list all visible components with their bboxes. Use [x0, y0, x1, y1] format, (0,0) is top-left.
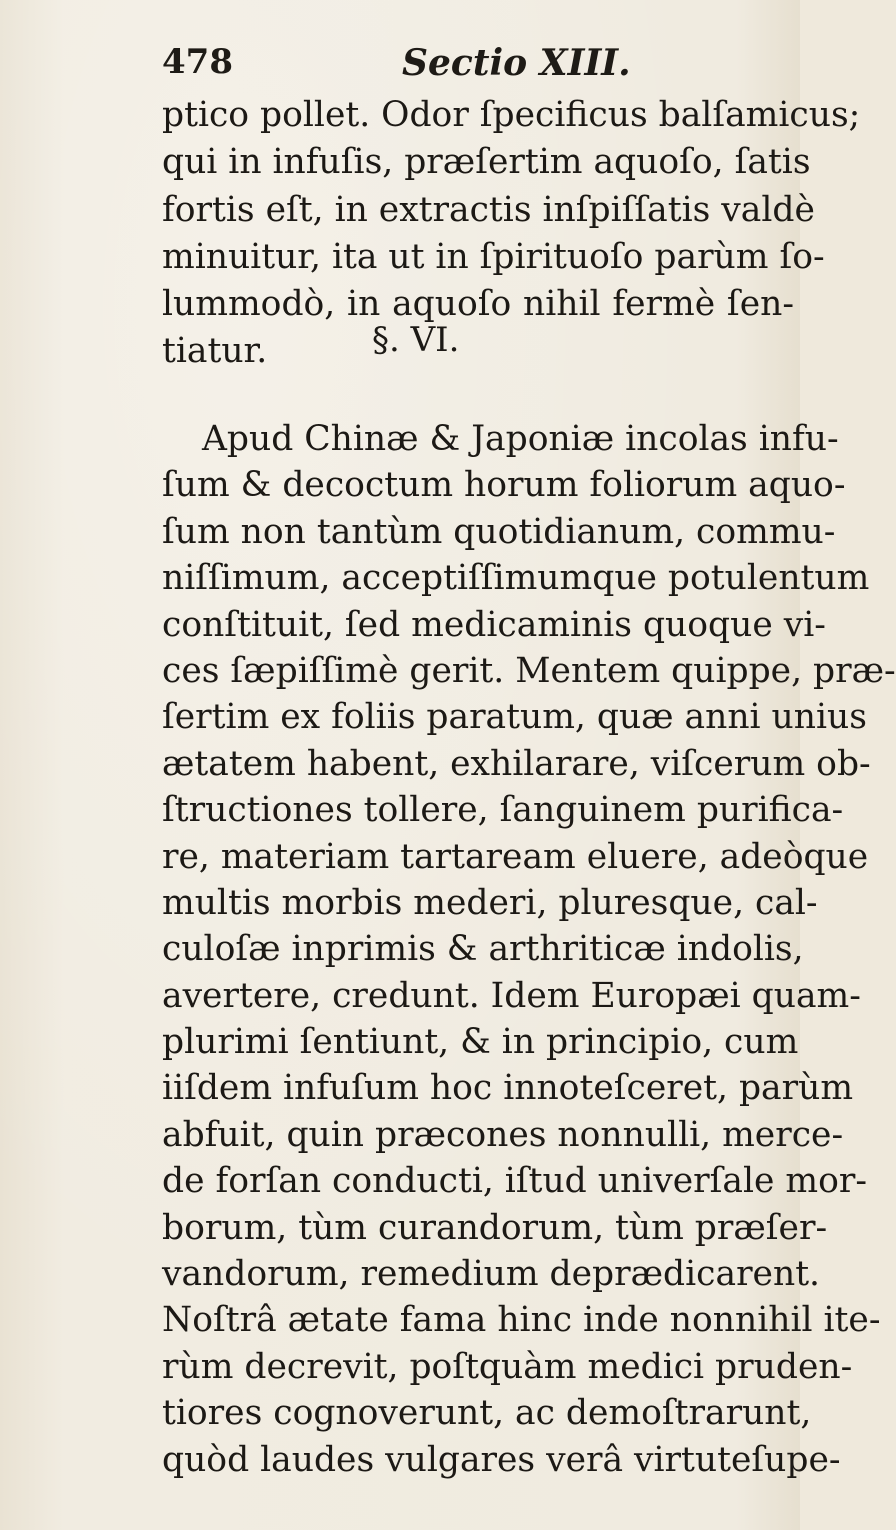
text-line: vandorum, remedium deprædicarent.	[162, 1254, 821, 1295]
text-line: Apud Chinæ & Japoniæ incolas infu-	[202, 419, 839, 459]
text-line: Noſtrâ ætate fama hinc inde nonnihil ite-	[162, 1300, 881, 1341]
text-line: conſtituit, ſed medicaminis quoque vi-	[162, 604, 826, 645]
text-line: lummodò, in aquoſo nihil fermè ſen-	[162, 284, 794, 325]
page-number: 478	[162, 42, 233, 82]
text-line: quòd laudes vulgares verâ virtuteſupe-	[162, 1439, 841, 1480]
text-line: multis morbis mederi, pluresque, cal-	[162, 882, 818, 923]
running-head	[162, 42, 762, 92]
text-line: iiſdem infuſum hoc innoteſceret, parùm	[162, 1068, 854, 1109]
text-line: qui in infuſis, præſertim aquoſo, ſatis	[162, 142, 811, 183]
text-line: plurimi ſentiunt, & in principio, cum	[162, 1022, 799, 1063]
text-line: borum, tùm curandorum, tùm præſer-	[162, 1207, 828, 1248]
text-line: ptico pollet. Odor ſpecificus balſamicus;	[162, 95, 861, 135]
text-line: niſſimum, acceptiſſimumque potulentum	[162, 558, 870, 599]
text-line: ſertim ex foliis paratum, quæ anni unius	[162, 697, 867, 738]
text-line: abfuit, quin præcones nonnulli, merce-	[162, 1114, 844, 1155]
text-line: culoſæ inprimis & arthriticæ indolis,	[162, 929, 804, 970]
text-line: tiores cognoverunt, ac demoſtrarunt,	[162, 1393, 812, 1434]
text-line: re, materiam tartaream eluere, adeòque	[162, 836, 869, 877]
text-line: ces ſæpiſſimè gerit. Mentem quippe, præ-	[162, 650, 896, 691]
text-line: ætatem habent, exhilarare, viſcerum ob-	[162, 743, 871, 784]
text-line: rùm decrevit, poſtquàm medici pruden-	[162, 1346, 853, 1387]
paragraph-body	[162, 416, 896, 1483]
text-line: ſum & decoctum horum foliorum aquo-	[162, 465, 846, 506]
text-line: minuitur, ita ut in ſpirituoſo parùm ſo-	[162, 236, 825, 277]
text-line: ſtructiones tollere, ſanguinem purifica-	[162, 790, 844, 831]
section-title: Sectio XIII.	[402, 42, 631, 84]
section-number: §. VI.	[372, 320, 460, 360]
text-line: fortis eſt, in extractis inſpiſſatis valdè	[162, 189, 815, 230]
text-line: de forſan conducti, iſtud univerſale mor-	[162, 1161, 867, 1202]
text-line: ſum non tantùm quotidianum, commu-	[162, 511, 836, 552]
paragraph-top	[162, 92, 861, 376]
text-line: tiatur.	[162, 331, 268, 372]
text-line: avertere, credunt. Idem Europæi quam-	[162, 975, 861, 1016]
